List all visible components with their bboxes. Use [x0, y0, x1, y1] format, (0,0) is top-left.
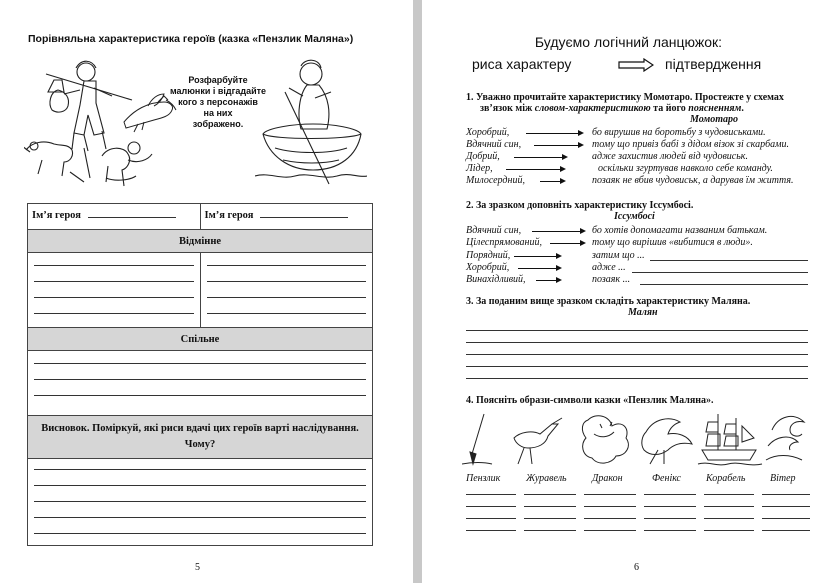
arrow-icon: [514, 256, 560, 257]
instruction-line: малюнки і відгадайте: [169, 86, 267, 96]
task1-heading-line2: [480, 103, 830, 114]
arrow-icon: [514, 157, 566, 158]
hero-name-blank[interactable]: [88, 217, 176, 218]
proof-text: бо вирушив на боротьбу з чудовиськами.: [592, 127, 766, 138]
text: зв’язок між: [480, 103, 535, 114]
proof-text: позаяк не вбив чудовиськ, а дарував їм життя.: [592, 175, 794, 186]
arrow-icon: [550, 243, 584, 244]
trait-label: Добрий,: [466, 151, 500, 162]
trait-label: Вдячний син,: [466, 139, 522, 150]
proof-text: тому що привіз бабі з дідом візок зі скарбами.: [592, 139, 790, 150]
arrow-icon: [540, 181, 564, 182]
hero-name-label: Ім’я героя: [32, 210, 81, 221]
dragon-icon: [582, 416, 628, 463]
common-cell[interactable]: [28, 351, 373, 416]
brush-icon: [462, 414, 492, 464]
issumboshi-illustration: [255, 56, 367, 196]
crane-icon: [514, 418, 562, 464]
task2-heading: 2. За зразком доповніть характеристику Іссумбосі.: [466, 200, 694, 211]
symbol-label: Корабель: [706, 473, 746, 484]
arrow-icon: [534, 145, 582, 146]
instruction-line: Розфарбуйте: [188, 75, 248, 85]
answer-line[interactable]: [650, 260, 808, 261]
hero-name-label: Ім’я героя: [204, 210, 254, 221]
conclusion-why: Чому?: [184, 439, 216, 450]
proof-text: затим що ...: [592, 250, 645, 261]
task2-name: Іссумбосі: [614, 211, 655, 222]
subtitle-proof: підтвердження: [665, 56, 762, 72]
task3-name: Малян: [628, 307, 658, 318]
symbol-label: Дракон: [592, 473, 623, 484]
page-5: [0, 0, 413, 583]
subtitle-trait: риса характеру: [472, 56, 572, 72]
proof-text: оскільки згуртував навколо себе команду.: [598, 163, 773, 174]
symbols-illustrations: [462, 410, 812, 468]
hero-name-cell-1[interactable]: [28, 204, 201, 230]
arrow-icon: [506, 169, 564, 170]
hero-name-blank[interactable]: [260, 217, 348, 218]
proof-text: бо хотів допомагати названим батькам.: [592, 225, 768, 236]
ship-icon: [698, 414, 762, 465]
trait-label: Хоробрий,: [466, 262, 510, 273]
differences-cell-2[interactable]: [200, 253, 373, 328]
trait-label: Лідер,: [466, 163, 493, 174]
arrow-icon: [532, 231, 584, 232]
instruction-line: зображено.: [192, 119, 244, 129]
text: .: [741, 103, 744, 114]
trait-label: Хоробрий,: [466, 127, 510, 138]
symbol-label: Пензлик: [466, 473, 501, 484]
instruction-line: кого з персонажів: [178, 97, 258, 107]
answer-line[interactable]: [640, 284, 808, 285]
text: та його: [650, 103, 689, 114]
trait-label: Цілеспрямований,: [466, 237, 542, 248]
text: словом-характеристикою: [534, 103, 651, 114]
trait-label: Милосердний,: [466, 175, 525, 186]
page-5-title: Порівняльна характеристика героїв (казка «Пензлик Маляна»): [28, 33, 354, 45]
arrow-icon: [518, 268, 560, 269]
phoenix-icon: [642, 419, 692, 464]
differences-cell-1[interactable]: [28, 253, 201, 328]
proof-text: адже ...: [592, 262, 626, 273]
trait-label: Винахідливий,: [466, 274, 526, 285]
symbol-label: Вітер: [770, 473, 796, 484]
proof-text: адже захистив людей від чудовиськ.: [592, 151, 748, 162]
symbol-label: Фенікс: [652, 473, 681, 484]
arrow-icon: [536, 280, 560, 281]
differences-header: Відмінне: [28, 230, 373, 253]
text: поясненням: [688, 103, 742, 114]
conclusion-header: [28, 416, 373, 459]
page-number: 5: [195, 562, 200, 573]
symbol-label: Журавель: [526, 473, 567, 484]
proof-text: тому що вирішив «вибитися в люди».: [592, 237, 753, 248]
proof-text: позаяк ...: [592, 274, 631, 285]
trait-label: Порядний,: [466, 250, 511, 261]
comparison-table: [27, 203, 373, 546]
trait-label: Вдячний син,: [466, 225, 522, 236]
common-header: Спільне: [28, 328, 373, 351]
task3-heading: 3. За поданим вище зразком складіть характеристику Маляна.: [466, 296, 751, 307]
task1-heading: 1. Уважно прочитайте характеристику Момотаро. Простежте у схемах: [466, 92, 784, 103]
hero-name-cell-2[interactable]: [200, 204, 373, 230]
instruction-line: на них: [203, 108, 233, 118]
conclusion-cell[interactable]: [28, 459, 373, 546]
task1-name: Момотаро: [690, 114, 738, 125]
wind-icon: [766, 416, 804, 460]
page-6-title: Будуємо логічний ланцюжок:: [534, 34, 723, 50]
answer-line[interactable]: [632, 272, 808, 273]
page-6: [422, 0, 835, 583]
page-number: 6: [634, 562, 639, 573]
task4-heading: 4. Поясніть образи-символи казки «Пензлик Маляна».: [466, 395, 714, 406]
double-arrow-icon: [618, 58, 654, 72]
conclusion-text: Висновок. Поміркуй, які риси вдачі цих героїв варті наслідування.: [41, 423, 359, 434]
arrow-icon: [526, 133, 582, 134]
